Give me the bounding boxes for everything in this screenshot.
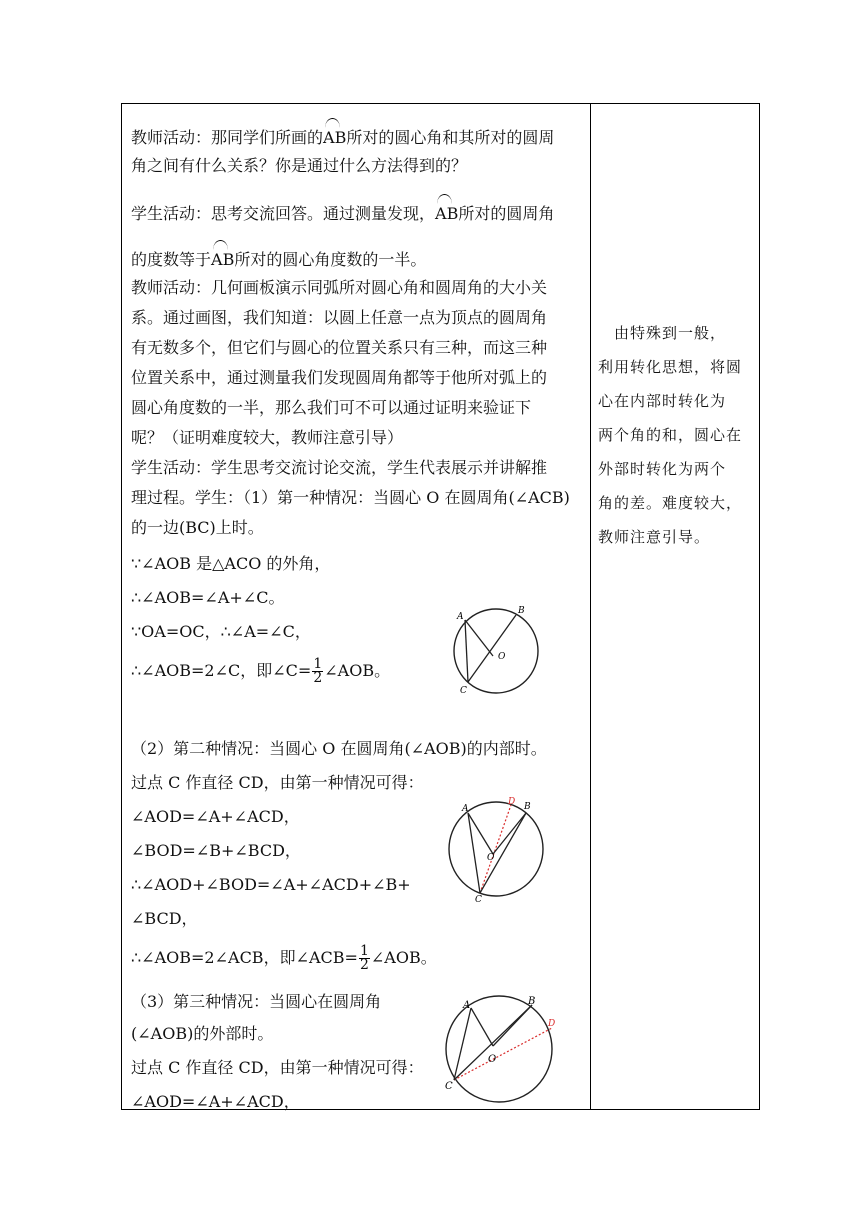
line-3-post: 所对的圆周角: [458, 204, 555, 223]
text-line-2: 角之间有什么关系？你是通过什么方法得到的？: [131, 156, 468, 175]
side-note-line: 外部时转化为两个: [598, 460, 727, 478]
text-line-13: 的一边(BC)上时。: [131, 518, 264, 537]
label-b: B: [524, 802, 531, 812]
text-line-15: ∴∠AOB=∠A+∠C。: [131, 588, 285, 607]
label-c: C: [460, 686, 467, 696]
line-17-post: ∠AOB。: [324, 661, 391, 680]
line-4-pre: 的度数等于: [131, 250, 212, 269]
label-c: C: [445, 1081, 453, 1092]
arc-ab: AB: [323, 128, 347, 147]
line-24-pre: ∴∠AOB=2∠ACB，即∠ACB=: [131, 948, 358, 967]
line-17-pre: ∴∠AOB=2∠C，即∠C=: [131, 661, 312, 680]
text-line-6: 系。通过画图，我们知道：以圆上任意一点为顶点的圆周角: [131, 308, 548, 327]
side-note-line: 由特殊到一般，: [598, 324, 727, 342]
circle-figure-case-1: [448, 603, 544, 699]
side-note-line: 教师注意引导。: [598, 528, 711, 546]
label-a: A: [463, 1000, 471, 1011]
label-d: D: [508, 797, 516, 807]
text-line-7: 有无数多个，但它们与圆心的位置关系只有三种，而这三种: [131, 338, 548, 357]
label-o: O: [487, 853, 495, 863]
text-line-8: 位置关系中，通过测量我们发现圆周角都等于他所对弧上的: [131, 368, 548, 387]
text-line-11: 学生活动：学生思考交流讨论交流，学生代表展示并讲解推: [131, 458, 548, 477]
arc-ab: AB: [435, 204, 459, 223]
label-b: B: [528, 996, 536, 1007]
line-4-post: 所对的圆心角度数的一半。: [234, 250, 427, 269]
text-line-23: ∠BCD，: [131, 909, 198, 928]
label-a: A: [457, 612, 464, 622]
label-o: O: [488, 1054, 497, 1065]
fraction: [359, 945, 370, 972]
text-line-27: 过点 C 作直径 CD，由第一种情况可得：: [131, 1058, 424, 1077]
circle-figure-case-3: [437, 992, 567, 1108]
fraction: [312, 658, 323, 685]
arc-ab: AB: [211, 250, 235, 269]
text-line-19: 过点 C 作直径 CD，由第一种情况可得：: [131, 773, 424, 792]
text-line-5: 教师活动：几何画板演示同弧所对圆心角和圆周角的大小关: [131, 278, 548, 297]
text-line-20: ∠AOD=∠A+∠ACD，: [131, 807, 300, 826]
text-line-1: [131, 128, 554, 148]
label-o: O: [498, 652, 506, 662]
text-line-3: [131, 204, 554, 224]
label-a: A: [462, 804, 469, 814]
side-note: [598, 316, 756, 554]
line-1-pre: 教师活动：那同学们所画的: [131, 128, 324, 147]
text-line-14: ∵∠AOB 是△ACO 的外角，: [131, 554, 331, 573]
text-line-18: （2）第二种情况：当圆心 O 在圆周角(∠AOB)的内部时。: [131, 739, 547, 758]
text-line-21: ∠BOD=∠B+∠BCD，: [131, 841, 301, 860]
side-note-line: 利用转化思想，将圆: [598, 358, 743, 376]
column-divider: [590, 103, 591, 1110]
side-note-line: 心在内部时转化为: [598, 392, 727, 410]
label-c: C: [475, 895, 482, 902]
fraction-numerator: 1: [359, 943, 369, 959]
text-line-12: 理过程。学生：（1）第一种情况：当圆心 O 在圆周角(∠ACB): [131, 488, 570, 507]
text-line-9: 圆心角度数的一半，那么我们可不可以通过证明来验证下: [131, 398, 532, 417]
text-line-22: ∴∠AOD+∠BOD=∠A+∠ACD+∠B+: [131, 875, 411, 894]
fraction-denominator: 2: [313, 670, 323, 686]
label-b: B: [518, 606, 525, 616]
text-line-10: 呢？（证明难度较大，教师注意引导）: [131, 428, 404, 447]
text-line-17: [131, 656, 390, 686]
text-line-4: [131, 250, 426, 270]
fraction-numerator: 1: [313, 656, 323, 672]
line-1-post: 所对的圆心角和其所对的圆周: [346, 128, 555, 147]
text-line-24: [131, 943, 437, 973]
circle-figure-case-2: [442, 794, 552, 902]
fraction-denominator: 2: [359, 957, 369, 973]
text-line-25: （3）第三种情况：当圆心在圆周角: [131, 992, 382, 1011]
label-d: D: [548, 1019, 556, 1029]
line-3-pre: 学生活动：思考交流回答。通过测量发现，: [131, 204, 436, 223]
side-note-line: 角的差。难度较大，: [598, 494, 743, 512]
text-line-26: (∠AOB)的外部时。: [131, 1024, 274, 1043]
line-24-post: ∠AOB。: [370, 948, 437, 967]
text-line-28: ∠AOD=∠A+∠ACD，: [131, 1092, 300, 1111]
side-note-line: 两个角的和，圆心在: [598, 426, 743, 444]
text-line-16: ∵OA=OC，∴∠A=∠C，: [131, 622, 311, 641]
